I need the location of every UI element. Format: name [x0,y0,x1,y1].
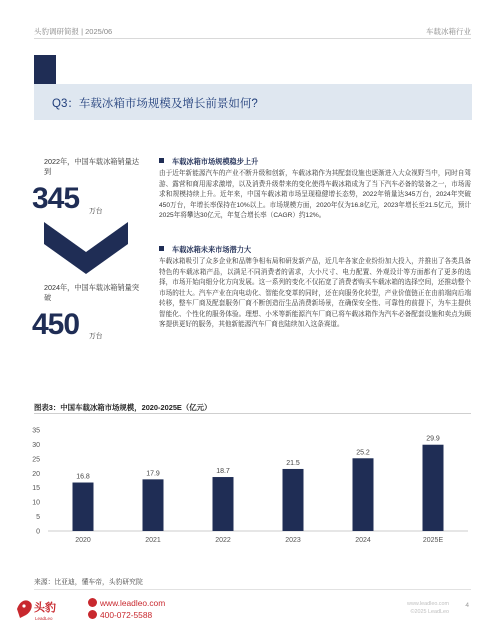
page-number: 4 [465,602,469,609]
bar-2025E [423,445,444,531]
bar-2023 [283,469,304,531]
chevron-down-icon [44,222,128,274]
footer-website-small: www.leadleo.com [407,601,449,607]
market-size-bar-chart [28,420,478,550]
y-tick-label: 20 [32,470,40,478]
y-tick-label: 10 [32,499,40,507]
figure-title: 图表3：中国车载冰箱市场规模，2020-2025E（亿元） [34,403,212,412]
footer-copyright: ©2025 LeadLeo [410,609,449,615]
y-tick-label: 25 [32,456,40,464]
bar-2022 [213,477,234,531]
phone-icon [88,610,97,619]
bar-value-label: 16.8 [76,473,90,481]
question-title: Q3：车载冰箱市场规模及增长前景如何? [52,98,258,110]
footer-divider [34,589,471,590]
x-tick-label: 2024 [355,537,371,544]
section1-body: 由于近年新能源汽车的产业不断升级和创新，车载冰箱作为其配套设施也逐渐进入大众视野当中，同时自驾游、露营和商用需求激增，以及消费升级带来的变化使得车载冰箱成为了当下汽车必备的装备之一，市场需求和规模持续上升。近年来，中国车载冰箱市场呈现稳健增长态势，2022年销量达345万台，2024年突破450万台，年增长率保持在10%以上。市场规模方面，2020年仅为16.8亿元，2023年增长至21.5亿元，预计2025年将攀达30亿元，年复合增长率（CAGR）约12%。 [159,170,471,219]
x-tick-label: 2022 [215,537,231,544]
square-bullet-icon [159,158,164,163]
header-right: 车载冰箱行业 [426,27,471,36]
globe-icon [88,598,97,607]
bar-value-label: 29.9 [426,435,440,443]
header-left: 头豹调研简报 | 2025/06 [34,27,113,36]
y-tick-label: 30 [32,441,40,449]
y-tick-label: 5 [36,514,40,522]
stat1-value: 345 [32,182,80,215]
x-tick-label: 2021 [145,537,161,544]
stat2-unit: 万台 [89,333,103,340]
phone-contact [88,610,152,620]
stat1-unit: 万台 [89,208,103,215]
stat2-value: 450 [32,308,80,341]
section2-body: 车载冰箱吸引了众多企业和品牌争相布局和研发新产品，近几年各家企业纷纷加大投入，并推出了各类具备特色的车载冰箱产品，以满足不同消费者的需求，大小尺寸、电力配置、外观设计等方面都有了更多的选择，市场开始向细分化方向发展。这一系列的变化不仅拓宽了消费者购买车载冰箱的选择空间，还推动整个市场的壮大。汽车产业在向电动化、智能化变革的同时，还在向服务化转型，产业价值链正在由前端向后端转移，整车厂商及配套服务厂商不断创造衍生品消费新场景，在确保安全性、可靠性的前提下，为车主提供智能化、个性化的服务体验。理想、小米等新能源汽车厂商已将车载冰箱作为汽车必备配套设施和卖点为顾客提供更好的服务，其他新能源汽车厂商也陆续加入这条赛道。 [159,258,471,328]
header-divider [34,38,471,39]
figure-divider [34,413,471,414]
bar-2024 [353,458,374,531]
section1-title: 车载冰箱市场规模稳步上升 [172,157,259,166]
stat2-label: 2024年，中国车载冰箱销量突破 [44,283,140,302]
y-tick-label: 0 [36,528,40,536]
bar-value-label: 17.9 [146,470,160,478]
x-tick-label: 2020 [75,537,91,544]
accent-block [34,55,56,84]
section2-title: 车载冰箱未来市场潜力大 [172,245,252,254]
bar-value-label: 25.2 [356,449,370,457]
phone-text: 400-072-5588 [100,610,153,620]
bar-2021 [143,479,164,531]
section1-heading [159,157,258,167]
section2-heading [159,245,251,255]
x-tick-label: 2023 [285,537,301,544]
bar-value-label: 21.5 [286,459,300,467]
x-tick-label: 2025E [422,537,444,544]
website-text: www.leadleo.com [100,598,166,608]
source-note: 来源：比亚迪，懂车帝，头豹研究院 [34,579,143,586]
leadleo-logo [14,596,70,624]
stat1-label: 2022年，中国车载冰箱销量达到 [44,157,140,176]
y-tick-label: 15 [32,485,40,493]
logo-subtext: LeadLeo [35,616,53,621]
bar-value-label: 18.7 [216,468,230,476]
bar-2020 [73,483,94,531]
square-bullet-icon [159,246,164,251]
y-tick-label: 35 [32,427,40,435]
website-link[interactable] [88,598,165,608]
logo-text: 头豹 [34,601,56,614]
